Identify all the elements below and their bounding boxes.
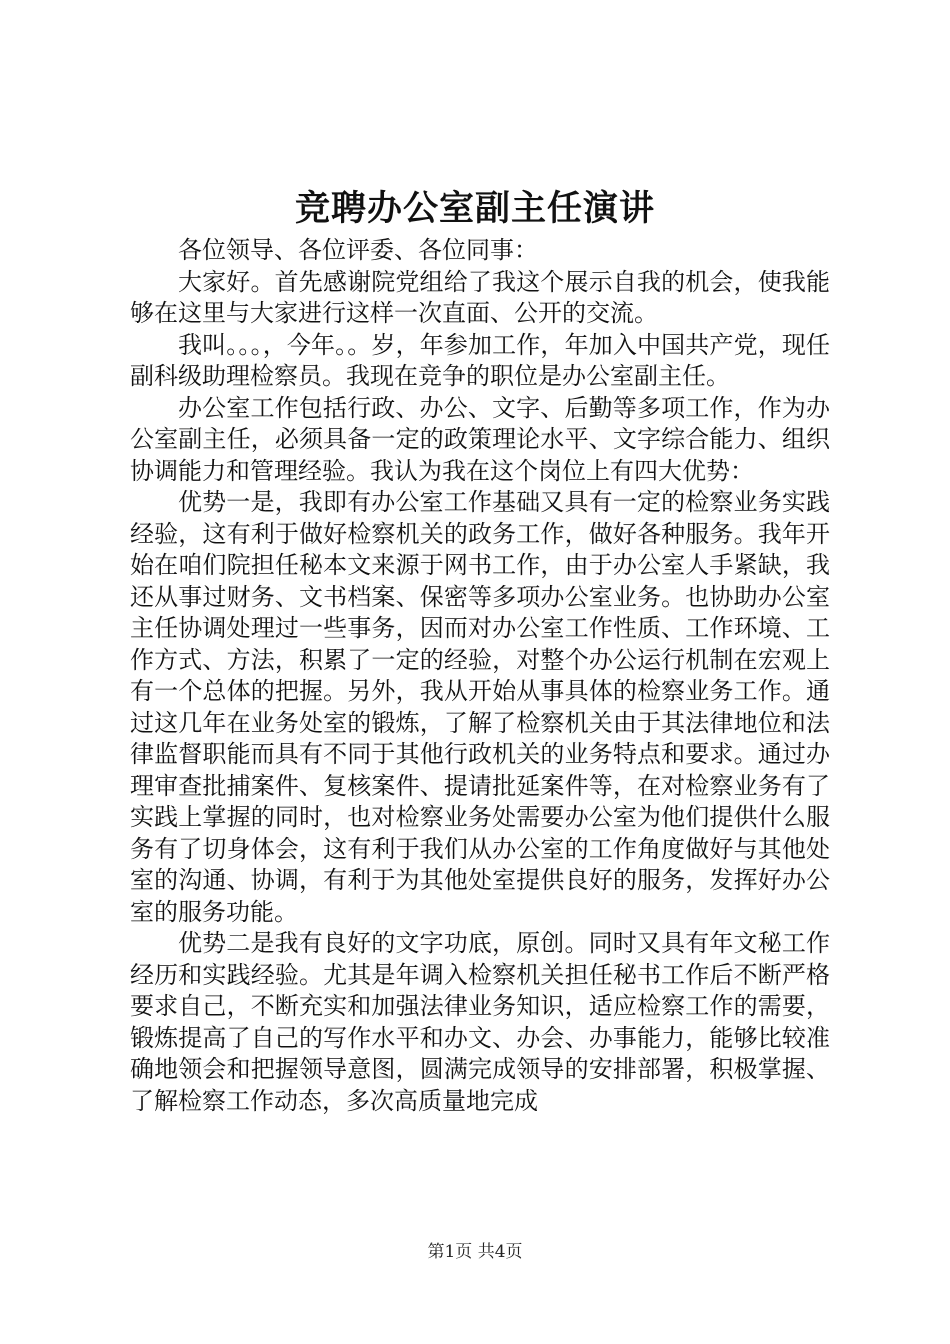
- document-title: 竞聘办公室副主任演讲: [294, 188, 655, 229]
- paragraph-advantage-two: 优势二是我有良好的文字功底，原创。同时又具有年文秘工作经历和实践经验。尤其是年调入检察机关担任秘书工作后不断严格要求自己，不断充实和加强法律业务知识，适应检察工作的需要，锻炼提高了自己的写作水平和办文、办会、办事能力，能够比较准确地领会和把握领导意图，圆满完成领导的安排部署，积极掌握、了解检察工作动态，多次高质量地完成: [130, 929, 830, 1115]
- paragraph-greeting: 大家好。首先感谢院党组给了我这个展示自我的机会，使我能够在这里与大家进行这样一次直面、公开的交流。: [130, 267, 830, 327]
- page-number-footer: 第1页 共4页: [427, 1242, 523, 1262]
- paragraph-office-duties: 办公室工作包括行政、办公、文字、后勤等多项工作，作为办公室副主任，必须具备一定的政策理论水平、文字综合能力、组织协调能力和管理经验。我认为我在这个岗位上有四大优势：: [130, 393, 830, 485]
- paragraph-advantage-one: 优势一是，我即有办公室工作基础又具有一定的检察业务实践经验，这有利于做好检察机关的政务工作，做好各种服务。我年开始在咱们院担任秘本文来源于网书工作，由于办公室人手紧缺，我还从事过财务、文书档案、保密等多项办公室业务。也协助办公室主任协调处理过一些事务，因而对办公室工作性质、工作环境、工作方式、方法，积累了一定的经验，对整个办公运行机制在宏观上有一个总体的把握。另外，我从开始从事具体的检察业务工作。通过这几年在业务处室的锻炼，了解了检察机关由于其法律地位和法律监督职能而具有不同于其他行政机关的业务特点和要求。通过办理审查批捕案件、复核案件、提请批延案件等，在对检察业务有了实践上掌握的同时，也对检察业务处需要办公室为他们提供什么服务有了切身体会，这有利于我们从办公室的工作角度做好与其他处室的沟通、协调，有利于为其他处室提供良好的服务，发挥好办公室的服务功能。: [130, 488, 830, 926]
- salutation: 各位领导、各位评委、各位同事：: [178, 236, 538, 264]
- document-body: [130, 235, 830, 1117]
- paragraph-self-introduction: 我叫。。。，今年。。岁，年参加工作，年加入中国共产党，现任副科级助理检察员。我现在竞争的职位是办公室副主任。: [130, 330, 830, 390]
